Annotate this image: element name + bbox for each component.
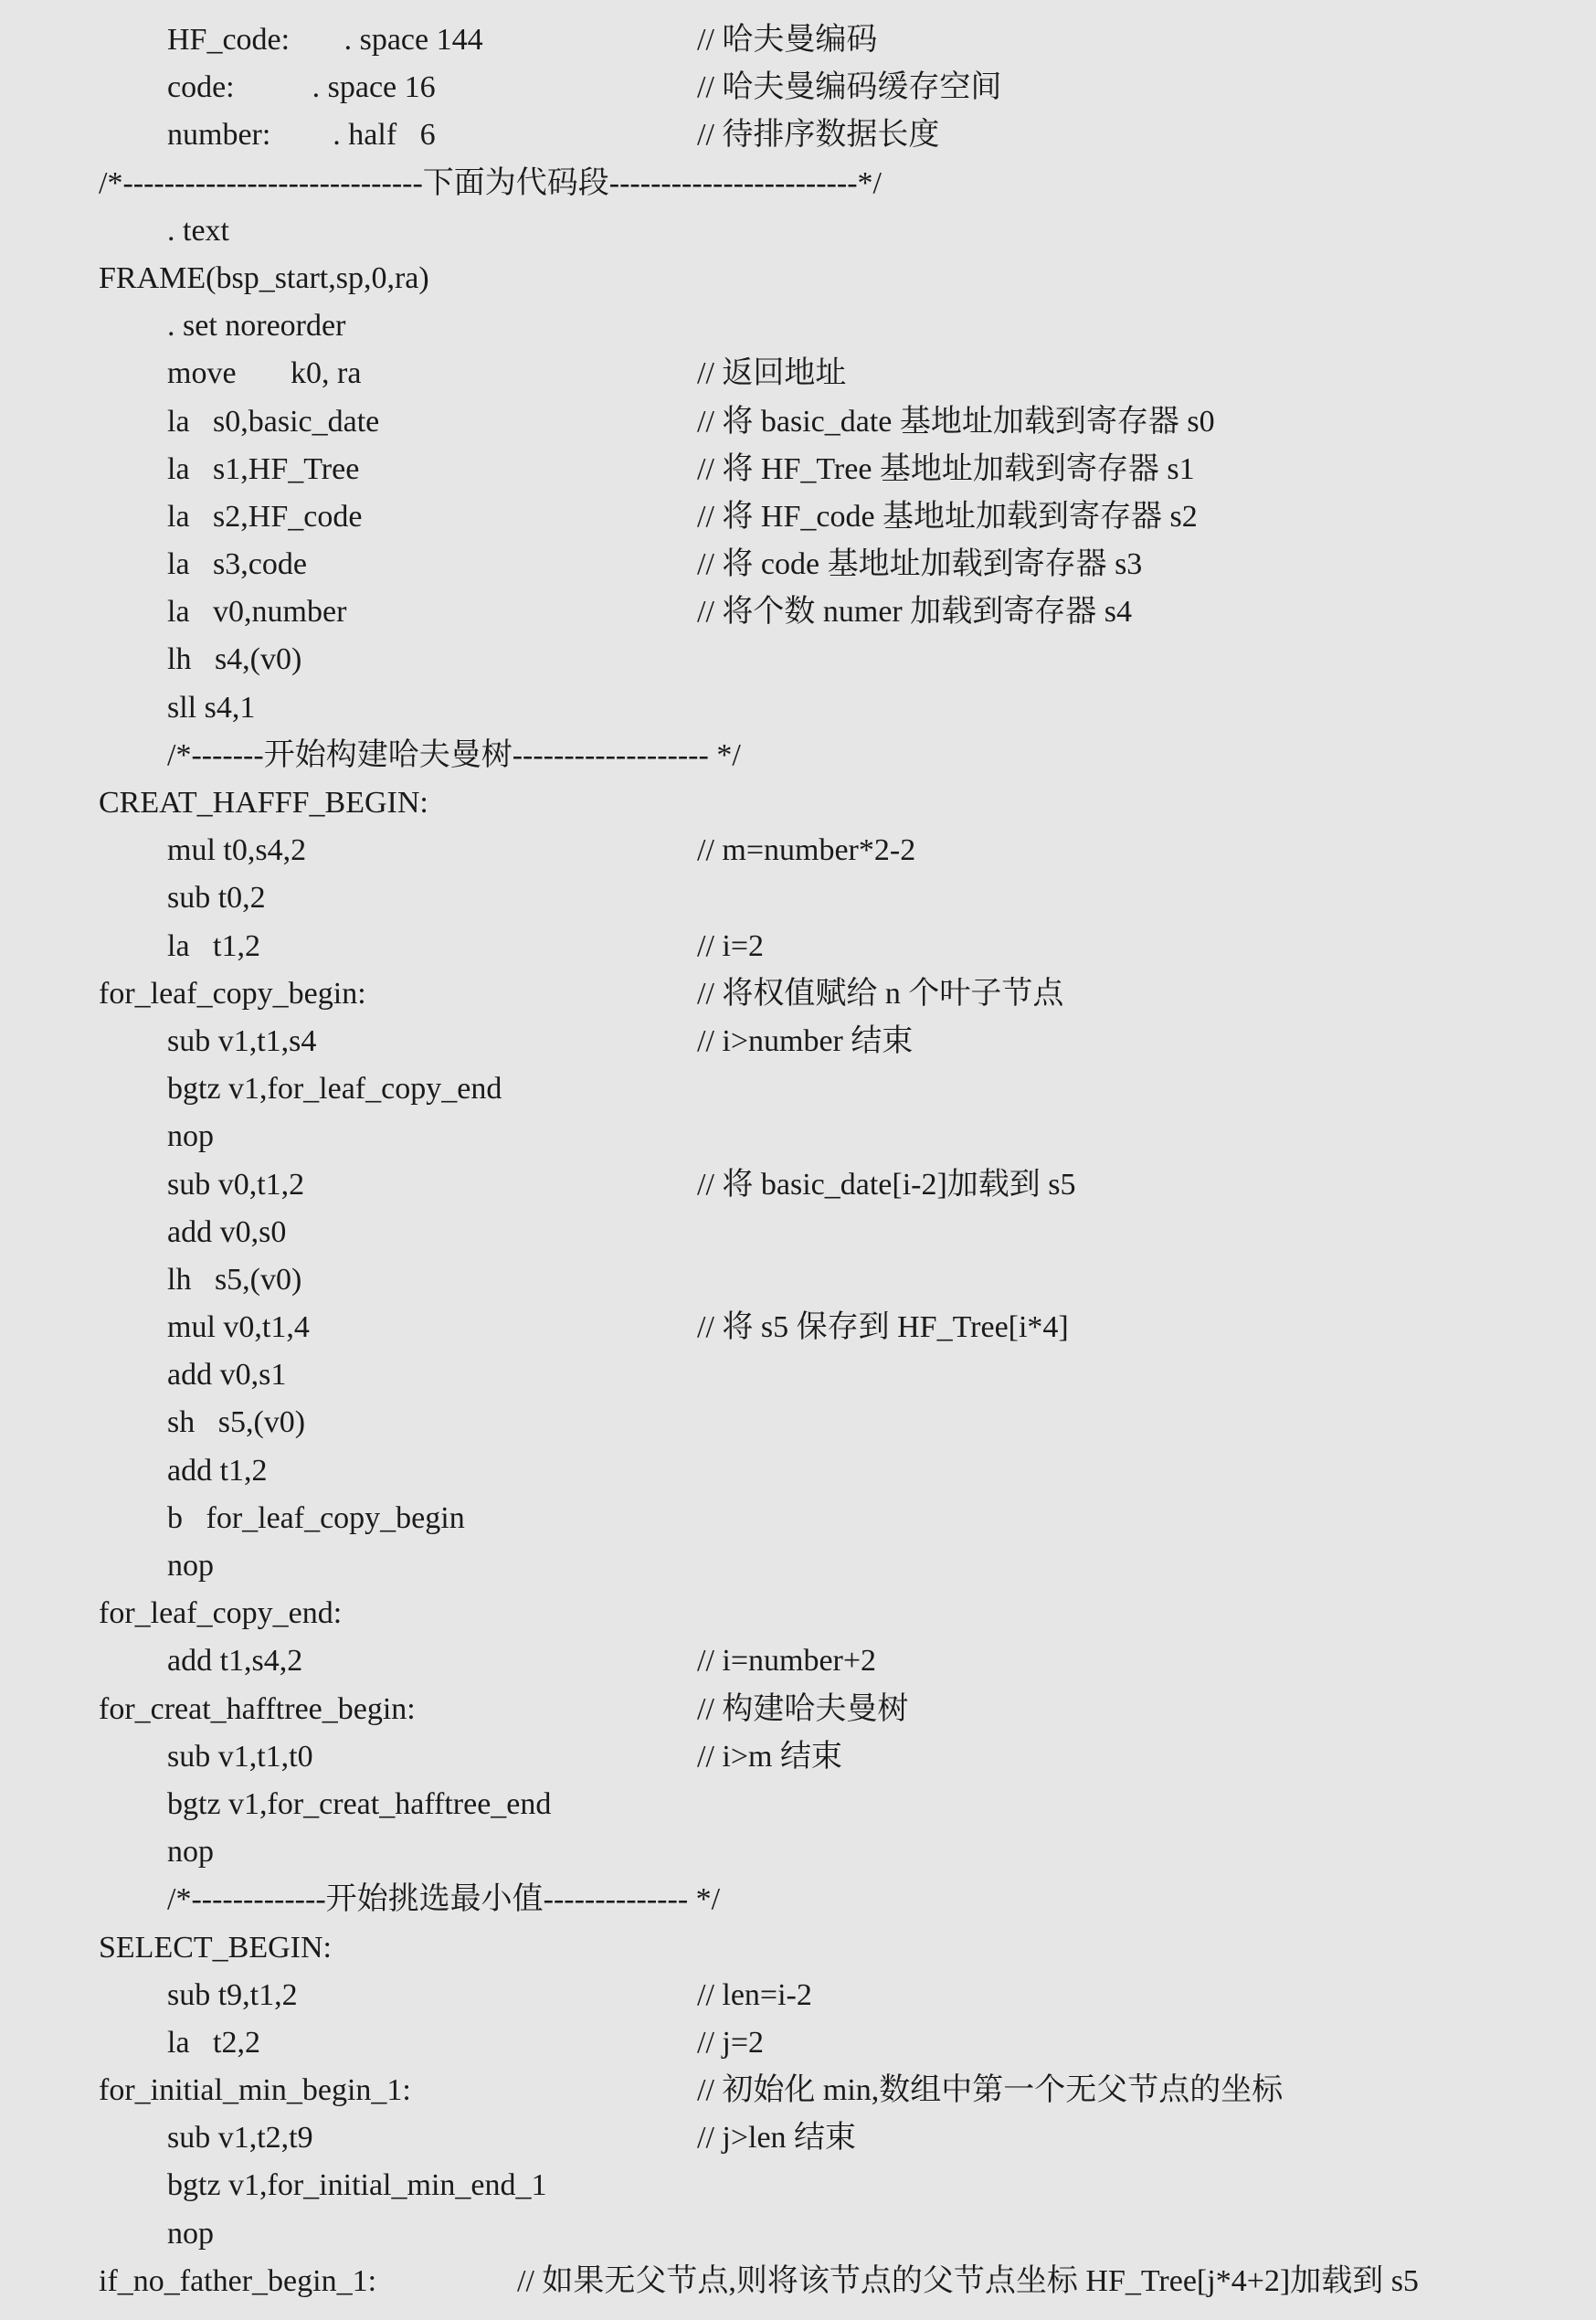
code-line [0, 1161, 1596, 1209]
code-line [0, 207, 1596, 255]
code-text: la t2,2 [167, 2025, 260, 2060]
code-text: la s2,HF_code [167, 499, 363, 534]
code-line [0, 1209, 1596, 1256]
code-line [0, 1924, 1596, 1972]
code-text: bgtz v1,for_initial_min_end_1 [167, 2168, 547, 2203]
code-line [0, 1018, 1596, 1065]
code-comment: // m=number*2-2 [697, 833, 916, 868]
code-text: sub v0,t1,2 [167, 1167, 305, 1202]
code-line [0, 2114, 1596, 2162]
code-line [0, 827, 1596, 874]
section-separator [0, 160, 1596, 207]
code-text: sh s5,(v0) [167, 1405, 306, 1440]
code-text: lh s5,(v0) [167, 1262, 302, 1297]
code-text: la s1,HF_Tree [167, 451, 360, 486]
code-line [0, 1542, 1596, 1590]
code-text: lh s4,(v0) [167, 642, 302, 677]
code-line [0, 1113, 1596, 1160]
code-text: . text [167, 213, 229, 248]
code-line [0, 636, 1596, 683]
code-text: HF_code: . space 144 [167, 23, 483, 57]
code-line [0, 1399, 1596, 1446]
code-line [0, 1256, 1596, 1304]
section-separator [0, 732, 1596, 779]
separator-text: /*-------开始构建哈夫曼树------------------- */ [167, 737, 741, 772]
code-line [0, 1686, 1596, 1733]
code-text: add t1,s4,2 [167, 1644, 303, 1679]
code-line [0, 1828, 1596, 1876]
code-text: for_creat_hafftree_begin: [99, 1691, 416, 1726]
code-line [0, 16, 1596, 64]
code-comment: // 哈夫曼编码 [697, 23, 878, 57]
code-text: for_leaf_copy_end: [99, 1596, 343, 1631]
code-comment: // 将 basic_date[i-2]加载到 s5 [697, 1167, 1076, 1202]
code-line [0, 2258, 1596, 2305]
code-comment: // 返回地址 [697, 356, 847, 391]
code-line [0, 1447, 1596, 1495]
code-text: SELECT_BEGIN: [99, 1930, 332, 1965]
code-text: FRAME(bsp_start,sp,0,ra) [99, 260, 429, 295]
code-comment: // 初始化 min,数组中第一个无父节点的坐标 [697, 2073, 1284, 2108]
code-line [0, 2019, 1596, 2067]
code-line [0, 1065, 1596, 1113]
code-line [0, 1972, 1596, 2019]
code-text: la t1,2 [167, 928, 260, 963]
code-text: sub t0,2 [167, 881, 266, 916]
code-comment: // 构建哈夫曼树 [697, 1691, 909, 1726]
code-comment: // 哈夫曼编码缓存空间 [697, 70, 1002, 105]
separator-text: /*-------------开始挑选最小值-------------- */ [167, 1882, 721, 1917]
code-text: bgtz v1,for_leaf_copy_end [167, 1072, 502, 1107]
code-line [0, 255, 1596, 302]
code-comment: // 将个数 numer 加载到寄存器 s4 [697, 595, 1132, 630]
code-line [0, 398, 1596, 446]
code-text: nop [167, 1835, 214, 1870]
code-line [0, 350, 1596, 397]
code-line [0, 1637, 1596, 1685]
code-line [0, 779, 1596, 827]
separator-text: /*-----------------------------下面为代码段------------------------*/ [99, 165, 882, 200]
code-comment: // j=2 [697, 2025, 765, 2060]
code-text: nop [167, 1119, 214, 1154]
section-separator [0, 1876, 1596, 1923]
code-text: sub v1,t1,t0 [167, 1739, 313, 1774]
code-line [0, 541, 1596, 588]
code-text: la s0,basic_date [167, 404, 380, 439]
code-listing [0, 16, 1596, 2305]
code-line [0, 2162, 1596, 2209]
code-text: sll s4,1 [167, 690, 256, 725]
code-text: number: . half 6 [167, 118, 436, 153]
code-line [0, 64, 1596, 111]
code-line [0, 2210, 1596, 2258]
code-text: mul t0,s4,2 [167, 833, 307, 868]
code-comment: // i=number+2 [697, 1644, 877, 1679]
code-line [0, 1590, 1596, 1637]
code-text: for_initial_min_begin_1: [99, 2073, 411, 2108]
code-text: bgtz v1,for_creat_hafftree_end [167, 1786, 552, 1821]
code-comment: // len=i-2 [697, 1977, 812, 2012]
code-line [0, 1351, 1596, 1399]
code-text: b for_leaf_copy_begin [167, 1500, 465, 1535]
code-text: move k0, ra [167, 356, 362, 391]
code-line [0, 1781, 1596, 1828]
code-comment: // 将 s5 保存到 HF_Tree[i*4] [697, 1310, 1069, 1345]
code-line [0, 1304, 1596, 1351]
code-text: mul v0,t1,4 [167, 1310, 310, 1345]
code-comment: // 将 HF_Tree 基地址加载到寄存器 s1 [697, 451, 1195, 486]
code-line [0, 302, 1596, 350]
code-text: for_leaf_copy_begin: [99, 976, 366, 1011]
code-comment: // 将 code 基地址加载到寄存器 s3 [697, 547, 1143, 582]
code-line [0, 111, 1596, 159]
code-line [0, 684, 1596, 732]
code-text: la s3,code [167, 547, 307, 582]
code-line [0, 493, 1596, 541]
code-text: sub t9,t1,2 [167, 1977, 298, 2012]
code-comment: // 待排序数据长度 [697, 118, 940, 153]
code-comment: // i>number 结束 [697, 1023, 914, 1058]
code-text: add v0,s0 [167, 1214, 287, 1249]
code-comment: // 将 basic_date 基地址加载到寄存器 s0 [697, 404, 1215, 439]
code-text: if_no_father_begin_1: [99, 2263, 377, 2298]
code-comment: // i=2 [697, 928, 765, 963]
code-line [0, 970, 1596, 1018]
code-text: add t1,2 [167, 1453, 268, 1488]
code-line [0, 874, 1596, 922]
code-text: code: . space 16 [167, 70, 436, 105]
code-comment: // i>m 结束 [697, 1739, 842, 1774]
code-text: sub v1,t2,t9 [167, 2121, 313, 2156]
code-comment: // 将权值赋给 n 个叶子节点 [697, 976, 1064, 1011]
code-text: nop [167, 1549, 214, 1583]
code-comment: // j>len 结束 [697, 2121, 857, 2156]
code-comment: // 将 HF_code 基地址加载到寄存器 s2 [697, 499, 1198, 534]
code-text: add v0,s1 [167, 1358, 287, 1393]
code-line [0, 1495, 1596, 1542]
code-line [0, 1733, 1596, 1781]
code-line [0, 2067, 1596, 2114]
code-comment: // 如果无父节点,则将该节点的父节点坐标 HF_Tree[j*4+2]加载到 s5 [517, 2263, 1419, 2298]
code-line [0, 923, 1596, 970]
code-text: CREAT_HAFFF_BEGIN: [99, 786, 428, 820]
code-text: nop [167, 2216, 214, 2251]
code-line [0, 588, 1596, 636]
code-text: . set noreorder [167, 309, 346, 344]
code-line [0, 446, 1596, 493]
code-text: sub v1,t1,s4 [167, 1023, 317, 1058]
code-text: la v0,number [167, 595, 347, 630]
